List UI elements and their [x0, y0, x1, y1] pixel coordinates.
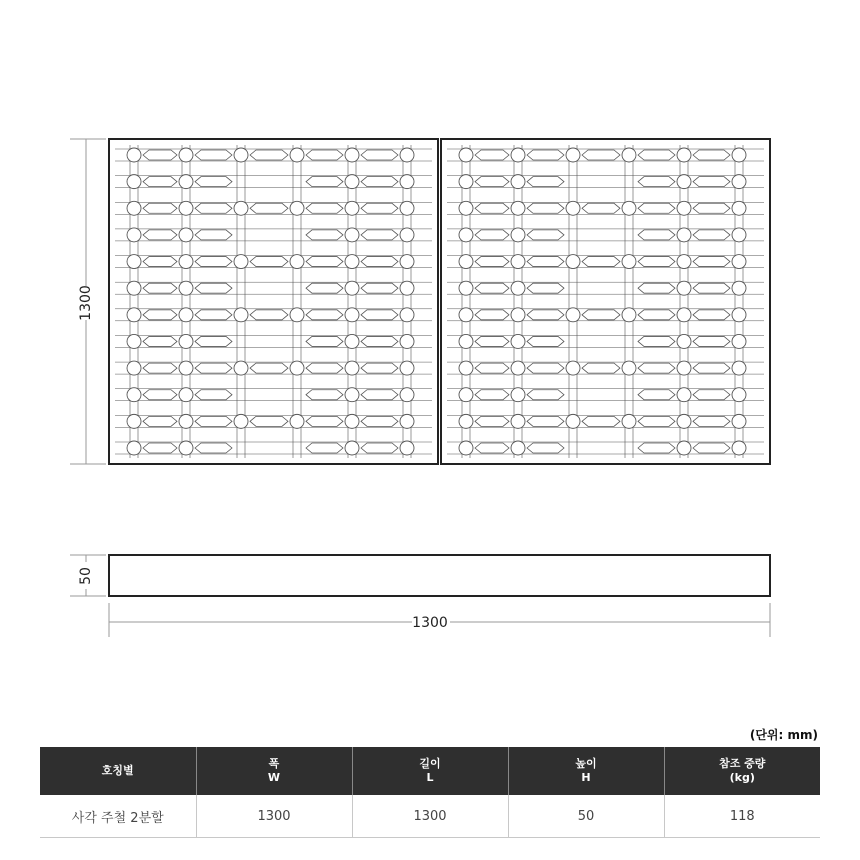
header-weight: 참조 중량 (kg)	[664, 747, 820, 795]
cell-width: 1300	[196, 795, 352, 838]
pattern-node	[127, 255, 141, 269]
pattern-node	[234, 201, 248, 215]
pattern-node	[400, 308, 414, 322]
pattern-slot	[475, 230, 509, 240]
pattern-slot	[195, 283, 232, 293]
pattern-node	[179, 201, 193, 215]
pattern-node	[234, 414, 248, 428]
pattern-slot	[143, 177, 177, 187]
table-row	[40, 795, 820, 838]
pattern-slot	[195, 363, 232, 373]
pattern-slot	[143, 310, 177, 320]
pattern-node	[400, 361, 414, 375]
pattern-slot	[582, 363, 620, 373]
pattern-node	[290, 308, 304, 322]
pattern-node	[234, 361, 248, 375]
pattern-node	[677, 388, 691, 402]
pattern-node	[459, 148, 473, 162]
pattern-node	[566, 148, 580, 162]
spec-table	[40, 747, 820, 838]
pattern-node	[459, 228, 473, 242]
pattern-slot	[250, 416, 288, 426]
pattern-node	[400, 414, 414, 428]
pattern-slot	[306, 230, 343, 240]
pattern-node	[345, 334, 359, 348]
pattern-node	[511, 201, 525, 215]
header-name: 호칭별	[40, 747, 196, 795]
pattern-node	[179, 148, 193, 162]
pattern-slot	[527, 257, 564, 267]
pattern-slot	[475, 416, 509, 426]
pattern-node	[127, 281, 141, 295]
pattern-node	[179, 361, 193, 375]
pattern-slot	[638, 310, 675, 320]
pattern-node	[732, 388, 746, 402]
pattern-node	[459, 255, 473, 269]
pattern-node	[459, 441, 473, 455]
pattern-node	[732, 281, 746, 295]
pattern-node	[345, 441, 359, 455]
pattern-node	[677, 148, 691, 162]
pattern-node	[732, 334, 746, 348]
pattern-node	[511, 255, 525, 269]
pattern-slot	[143, 150, 177, 160]
pattern-node	[127, 334, 141, 348]
pattern-node	[677, 175, 691, 189]
pattern-slot	[306, 257, 343, 267]
pattern-slot	[693, 416, 730, 426]
pattern-node	[400, 255, 414, 269]
pattern-slot	[143, 257, 177, 267]
pattern-node	[179, 441, 193, 455]
pattern-node	[677, 255, 691, 269]
pattern-node	[566, 361, 580, 375]
pattern-slot	[361, 363, 398, 373]
pattern-node	[622, 148, 636, 162]
pattern-node	[345, 388, 359, 402]
pattern-node	[459, 175, 473, 189]
header-length: 길이 L	[352, 747, 508, 795]
pattern-node	[179, 281, 193, 295]
header-height: 높이 H	[508, 747, 664, 795]
pattern-node	[732, 441, 746, 455]
pattern-node	[622, 255, 636, 269]
pattern-slot	[361, 336, 398, 346]
pattern-node	[511, 361, 525, 375]
pattern-slot	[475, 310, 509, 320]
pattern-node	[234, 148, 248, 162]
pattern-slot	[527, 203, 564, 213]
pattern-slot	[475, 363, 509, 373]
pattern-slot	[638, 336, 675, 346]
pattern-node	[511, 441, 525, 455]
pattern-slot	[250, 150, 288, 160]
pattern-node	[290, 414, 304, 428]
cell-height: 50	[508, 795, 664, 838]
pattern-slot	[361, 230, 398, 240]
pattern-node	[290, 255, 304, 269]
pattern-slot	[638, 230, 675, 240]
pattern-node	[677, 361, 691, 375]
pattern-node	[127, 414, 141, 428]
pattern-slot	[638, 257, 675, 267]
pattern-slot	[361, 257, 398, 267]
pattern-node	[511, 414, 525, 428]
pattern-node	[622, 361, 636, 375]
pattern-node	[677, 281, 691, 295]
pattern-slot	[527, 336, 564, 346]
pattern-slot	[195, 443, 232, 453]
pattern-slot	[693, 310, 730, 320]
pattern-node	[345, 361, 359, 375]
pattern-slot	[527, 230, 564, 240]
pattern-node	[566, 255, 580, 269]
pattern-slot	[195, 203, 232, 213]
pattern-node	[127, 201, 141, 215]
pattern-node	[127, 148, 141, 162]
pattern-slot	[582, 310, 620, 320]
pattern-slot	[475, 390, 509, 400]
pattern-slot	[638, 177, 675, 187]
pattern-node	[459, 334, 473, 348]
pattern-slot	[475, 177, 509, 187]
pattern-node	[511, 228, 525, 242]
pattern-slot	[638, 283, 675, 293]
pattern-slot	[638, 203, 675, 213]
pattern-node	[127, 388, 141, 402]
pattern-slot	[475, 283, 509, 293]
pattern-node	[290, 361, 304, 375]
pattern-slot	[527, 390, 564, 400]
pattern-node	[459, 308, 473, 322]
pattern-slot	[306, 416, 343, 426]
pattern-slot	[693, 363, 730, 373]
pattern-slot	[195, 230, 232, 240]
pattern-node	[459, 388, 473, 402]
pattern-slot	[143, 283, 177, 293]
pattern-slot	[195, 310, 232, 320]
pattern-node	[677, 308, 691, 322]
pattern-slot	[475, 336, 509, 346]
cell-length: 1300	[352, 795, 508, 838]
pattern-node	[677, 414, 691, 428]
pattern-slot	[361, 203, 398, 213]
pattern-slot	[306, 363, 343, 373]
pattern-node	[566, 308, 580, 322]
pattern-slot	[361, 283, 398, 293]
pattern-slot	[527, 310, 564, 320]
pattern-slot	[306, 390, 343, 400]
pattern-slot	[693, 257, 730, 267]
pattern-slot	[475, 203, 509, 213]
pattern-slot	[527, 443, 564, 453]
pattern-node	[400, 388, 414, 402]
unit-note: (단위: mm)	[749, 728, 818, 742]
pattern-slot	[250, 257, 288, 267]
pattern-node	[179, 175, 193, 189]
pattern-node	[511, 148, 525, 162]
pattern-slot	[306, 336, 343, 346]
pattern-slot	[250, 363, 288, 373]
pattern-node	[400, 334, 414, 348]
plan-height-label: 1300	[78, 285, 94, 321]
pattern-node	[511, 175, 525, 189]
pattern-node	[179, 388, 193, 402]
pattern-slot	[527, 416, 564, 426]
pattern-slot	[527, 363, 564, 373]
pattern-node	[345, 414, 359, 428]
cell-weight: 118	[664, 795, 820, 838]
pattern-node	[400, 148, 414, 162]
pattern-slot	[693, 443, 730, 453]
pattern-node	[459, 414, 473, 428]
pattern-node	[179, 255, 193, 269]
pattern-slot	[143, 363, 177, 373]
pattern-slot	[693, 336, 730, 346]
side-height-label: 50	[78, 567, 94, 585]
pattern-slot	[361, 310, 398, 320]
pattern-slot	[638, 390, 675, 400]
pattern-node	[345, 201, 359, 215]
pattern-node	[345, 308, 359, 322]
pattern-node	[179, 414, 193, 428]
pattern-node	[127, 441, 141, 455]
pattern-slot	[693, 177, 730, 187]
pattern-slot	[306, 150, 343, 160]
pattern-slot	[693, 203, 730, 213]
pattern-node	[566, 201, 580, 215]
pattern-slot	[195, 390, 232, 400]
pattern-node	[677, 228, 691, 242]
pattern-node	[566, 414, 580, 428]
spec-table-header-row	[40, 747, 820, 795]
pattern-node	[345, 148, 359, 162]
pattern-node	[127, 361, 141, 375]
pattern-slot	[306, 310, 343, 320]
pattern-node	[732, 201, 746, 215]
pattern-node	[732, 255, 746, 269]
pattern-node	[622, 308, 636, 322]
pattern-node	[400, 441, 414, 455]
pattern-node	[732, 414, 746, 428]
side-width-label: 1300	[412, 615, 448, 631]
pattern-node	[179, 228, 193, 242]
pattern-node	[345, 255, 359, 269]
pattern-slot	[361, 443, 398, 453]
pattern-node	[732, 308, 746, 322]
pattern-slot	[195, 336, 232, 346]
pattern-slot	[250, 203, 288, 213]
pattern-slot	[638, 150, 675, 160]
pattern-node	[400, 281, 414, 295]
pattern-node	[400, 175, 414, 189]
pattern-node	[622, 201, 636, 215]
pattern-slot	[693, 390, 730, 400]
pattern-slot	[475, 257, 509, 267]
grate-plan-view	[109, 139, 770, 464]
pattern-slot	[143, 230, 177, 240]
pattern-node	[345, 228, 359, 242]
pattern-slot	[306, 283, 343, 293]
pattern-slot	[361, 177, 398, 187]
pattern-slot	[361, 416, 398, 426]
pattern-slot	[475, 150, 509, 160]
pattern-node	[459, 361, 473, 375]
grate-side-view	[109, 555, 770, 596]
pattern-slot	[143, 203, 177, 213]
pattern-slot	[693, 230, 730, 240]
pattern-node	[622, 414, 636, 428]
pattern-slot	[250, 310, 288, 320]
pattern-slot	[582, 203, 620, 213]
pattern-slot	[638, 443, 675, 453]
pattern-node	[459, 281, 473, 295]
pattern-slot	[143, 443, 177, 453]
pattern-slot	[527, 283, 564, 293]
pattern-node	[732, 228, 746, 242]
pattern-node	[179, 334, 193, 348]
pattern-node	[127, 308, 141, 322]
pattern-slot	[195, 150, 232, 160]
pattern-node	[511, 388, 525, 402]
pattern-slot	[475, 443, 509, 453]
pattern-slot	[195, 177, 232, 187]
pattern-slot	[143, 336, 177, 346]
pattern-node	[511, 281, 525, 295]
pattern-node	[127, 228, 141, 242]
pattern-slot	[582, 416, 620, 426]
pattern-slot	[306, 177, 343, 187]
pattern-node	[234, 308, 248, 322]
pattern-slot	[693, 150, 730, 160]
pattern-node	[511, 308, 525, 322]
pattern-node	[179, 308, 193, 322]
pattern-node	[732, 175, 746, 189]
cell-name: 사각 주철 2분할	[40, 795, 196, 838]
pattern-node	[677, 201, 691, 215]
pattern-slot	[527, 150, 564, 160]
pattern-slot	[693, 283, 730, 293]
pattern-node	[459, 201, 473, 215]
pattern-slot	[527, 177, 564, 187]
pattern-slot	[143, 390, 177, 400]
pattern-slot	[143, 416, 177, 426]
pattern-node	[732, 361, 746, 375]
pattern-slot	[195, 416, 232, 426]
pattern-slot	[361, 150, 398, 160]
pattern-slot	[582, 150, 620, 160]
pattern-slot	[582, 257, 620, 267]
pattern-slot	[306, 443, 343, 453]
pattern-node	[511, 334, 525, 348]
pattern-node	[234, 255, 248, 269]
pattern-node	[345, 175, 359, 189]
pattern-node	[400, 228, 414, 242]
pattern-node	[677, 334, 691, 348]
header-width: 폭 W	[196, 747, 352, 795]
pattern-node	[677, 441, 691, 455]
pattern-slot	[306, 203, 343, 213]
pattern-node	[732, 148, 746, 162]
pattern-node	[127, 175, 141, 189]
pattern-slot	[638, 416, 675, 426]
pattern-slot	[195, 257, 232, 267]
pattern-slot	[361, 390, 398, 400]
pattern-slot	[638, 363, 675, 373]
pattern-node	[400, 201, 414, 215]
pattern-node	[290, 201, 304, 215]
pattern-node	[345, 281, 359, 295]
pattern-node	[290, 148, 304, 162]
